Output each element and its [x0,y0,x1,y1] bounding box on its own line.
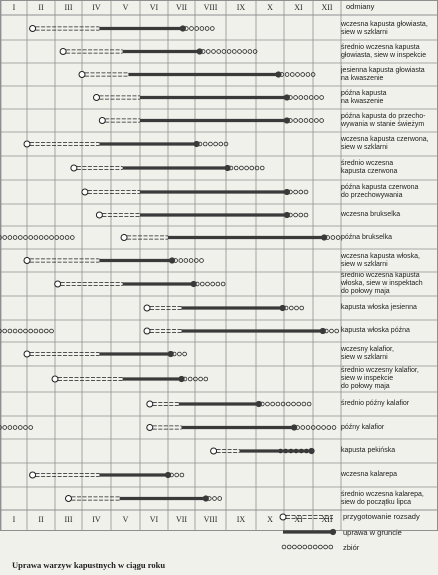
harvest-ring [266,402,270,406]
harvest-ring [336,236,340,240]
prep-start-circle [66,496,72,502]
harvest-ring [234,166,238,170]
variety-label-text: wczesna kapusta czerwona, siew w szklarni [341,136,429,151]
month-header-XI: XI [294,3,303,12]
harvest-ring [8,236,12,240]
harvest-ring [285,73,289,77]
harvest-ring [8,329,12,333]
harvest-ring [299,190,303,194]
harvest-ring [222,50,226,54]
harvest-ring [253,50,257,54]
legend-harvest-ring [324,545,328,549]
variety-label [341,342,438,366]
variety-label [341,180,438,204]
harvest-ring [304,96,308,100]
harvest-ring [294,190,298,194]
field-end-dot [280,305,286,311]
harvest-ring [178,352,182,356]
harvest-ring [212,50,216,54]
field-end-dot [284,94,290,100]
harvest-ring [3,236,7,240]
month-footer-VI: VI [149,515,159,524]
harvest-ring [44,236,48,240]
harvest-ring [203,142,207,146]
field-end-dot [308,448,314,454]
variety-label-text: późna kapusta na kwaszenie [341,89,387,105]
prep-start-circle [79,72,85,78]
variety-label-text: średnio wczesna kapusta głowiasta, siew w inspekcie [341,43,427,59]
legend-harvest-ring [313,545,317,549]
variety-label [341,204,438,226]
field-end-dot [180,25,186,31]
harvest-ring [190,27,194,31]
harvest-ring [238,50,242,54]
harvest-ring [243,50,247,54]
harvest-ring [18,426,22,430]
legend-harvest-ring [298,545,302,549]
harvest-ring [294,213,298,217]
harvest-ring [211,282,215,286]
variety-label-text: kapusta włoska jesienna [341,304,417,311]
month-header-X: X [267,3,273,12]
prep-start-circle [24,141,30,147]
harvest-ring [218,497,222,501]
harvest-ring [200,282,204,286]
month-footer-III: III [64,515,73,524]
harvest-ring [294,119,298,123]
prep-start-circle [94,95,100,101]
prep-start-circle [144,328,150,334]
harvest-ring [335,329,339,333]
varieties-column-title: odmiany [346,2,375,11]
month-footer-XI: XI [294,515,303,524]
harvest-ring [292,402,296,406]
variety-label [341,63,438,86]
field-end-dot [178,376,184,382]
variety-label-text: późna kapusta czerwona do przechowywania [341,184,419,199]
prep-start-circle [147,401,153,407]
harvest-ring [210,27,214,31]
harvest-ring [294,96,298,100]
variety-label [341,320,438,342]
harvest-ring [200,259,204,263]
variety-label-text: wczesny kalafior, siew w szklarni [341,346,394,361]
harvest-ring [70,236,74,240]
prep-start-circle [55,281,61,287]
month-footer-V: V [122,515,129,524]
harvest-ring [317,426,321,430]
variety-label [341,109,438,132]
variety-label [341,132,438,156]
harvest-ring [300,306,304,310]
harvest-ring [50,236,54,240]
harvest-ring [301,73,305,77]
month-footer-IV: IV [92,515,101,524]
harvest-ring [34,236,38,240]
month-footer-VIII: VIII [203,515,218,524]
prep-start-circle [121,235,127,241]
harvest-ring [18,236,22,240]
variety-label [341,296,438,320]
variety-label-text: średnio wczesna kapusta włoska, siew w inspektach do połowy maja [341,272,423,295]
month-header-III: III [64,3,73,12]
variety-label [341,249,438,272]
harvest-ring [304,213,308,217]
prep-start-circle [144,305,150,311]
variety-label [341,366,438,392]
field-end-dot [256,401,262,407]
harvest-ring [18,329,22,333]
month-header-IV: IV [92,3,101,12]
legend-field-label: uprawa w gruncie [343,528,402,537]
variety-label-text: wczesna kapusta włoska, siew w szklarni [341,252,420,268]
harvest-ring [206,50,210,54]
legend-harvest-ring [308,545,312,549]
harvest-ring [299,119,303,123]
legend-harvest-label: zbiór [343,543,360,552]
month-header-IX: IX [236,3,246,12]
month-header-I: I [12,3,16,12]
harvest-ring [183,352,187,356]
harvest-ring [216,282,220,286]
harvest-ring [213,497,217,501]
month-footer-I: I [12,515,16,524]
harvest-ring [221,282,225,286]
harvest-ring [13,329,17,333]
harvest-ring [315,96,319,100]
variety-label-text: wczesna brukselka [341,211,401,218]
harvest-ring [29,236,33,240]
field-end-dot [320,328,326,334]
legend-harvest-ring [287,545,291,549]
harvest-ring [240,166,244,170]
prep-start-circle [147,425,153,431]
month-header-II: II [38,3,44,12]
harvest-ring [199,377,203,381]
harvest-ring [60,236,64,240]
harvest-ring [214,142,218,146]
harvest-ring [332,426,336,430]
harvest-ring [39,236,43,240]
variety-label-text: średnio późny kalafior [341,400,410,407]
harvest-ring [50,329,54,333]
field-end-dot [224,165,230,171]
harvest-ring [175,473,179,477]
harvest-ring [3,426,7,430]
variety-label-text: średnio wczesny kalafior, siew w inspekcie do połowy maja [341,367,419,390]
harvest-ring [299,213,303,217]
harvest-ring [276,402,280,406]
harvest-ring [304,190,308,194]
legend-field-dot [330,529,336,535]
field-end-dot [284,212,290,218]
harvest-ring [13,236,17,240]
variety-label-text: kapusta włoska późna [341,327,410,334]
harvest-ring [302,402,306,406]
month-header-VI: VI [149,3,159,12]
harvest-ring [320,119,324,123]
harvest-ring [8,426,12,430]
harvest-ring [327,426,331,430]
harvest-ring [295,306,299,310]
variety-label [341,272,438,296]
legend-prep-label: przygotowanie rozsady [343,512,420,521]
harvest-ring [39,329,43,333]
month-header-VIII: VIII [203,3,218,12]
variety-label [341,392,438,416]
legend-harvest-ring [329,545,333,549]
legend-harvest-ring [319,545,323,549]
variety-label-text: późny kalafior [341,423,385,431]
harvest-ring [301,426,305,430]
harvest-ring [248,50,252,54]
variety-label [341,487,438,510]
harvest-ring [29,329,33,333]
harvest-ring [306,73,310,77]
harvest-ring [205,27,209,31]
harvest-ring [245,166,249,170]
harvest-ring [200,27,204,31]
month-footer-XII: XII [321,515,333,524]
harvest-ring [189,259,193,263]
harvest-ring [330,329,334,333]
variety-label [341,416,438,439]
harvest-ring [322,426,326,430]
field-end-dot [291,424,297,430]
harvest-ring [296,73,300,77]
prep-start-circle [71,165,77,171]
prep-start-circle [30,472,36,478]
field-end-dot [193,141,199,147]
harvest-ring [227,50,231,54]
harvest-ring [219,142,223,146]
field-end-dot [284,117,290,123]
prep-start-circle [30,26,36,32]
harvest-ring [13,426,17,430]
prep-start-circle [82,189,88,195]
month-header-XII: XII [321,3,333,12]
variety-label [341,463,438,487]
harvest-ring [34,329,38,333]
variety-label-text: średnio wczesna kalarepa, siew do początku lipca [341,490,424,506]
harvest-ring [331,236,335,240]
harvest-ring [307,402,311,406]
harvest-ring [184,259,188,263]
harvest-ring [204,377,208,381]
harvest-ring [217,50,221,54]
harvest-ring [232,50,236,54]
harvest-ring [65,236,69,240]
variety-label [341,17,438,40]
field-end-dot [191,281,197,287]
field-end-dot [169,257,175,263]
harvest-ring [320,96,324,100]
harvest-ring [29,426,33,430]
field-end-dot [284,189,290,195]
variety-label-text: kapusta pekińska [341,447,396,454]
field-end-dot [168,351,174,357]
prep-start-circle [52,376,58,382]
prep-start-circle [24,258,30,264]
variety-label [341,86,438,109]
harvest-ring [281,402,285,406]
month-footer-VII: VII [175,515,188,524]
month-header-V: V [122,3,129,12]
field-end-dot [275,71,281,77]
harvest-ring [271,402,275,406]
harvest-ring [250,166,254,170]
variety-label [341,156,438,180]
variety-label-text: wczesna kapusta głowiasta, siew w szklarni [341,20,428,36]
prep-start-circle [24,351,30,357]
variety-label-text: późna kapusta do przecho- wywania w stanie świeżym [341,112,426,128]
diagram-caption: Uprawa warzyw kapustnych w ciągu roku [12,560,166,570]
month-footer-IX: IX [236,515,246,524]
harvest-ring [44,329,48,333]
variety-label [341,40,438,63]
harvest-ring [299,96,303,100]
harvest-ring [309,96,313,100]
field-end-dot [321,234,327,240]
harvest-ring [297,402,301,406]
harvest-ring [289,306,293,310]
legend-harvest-ring [293,545,297,549]
variety-label [341,439,438,463]
variety-label-text: późna brukselka [341,233,392,241]
variety-label-text: wczesna kalarepa [341,471,398,478]
harvest-ring [260,166,264,170]
month-footer-X: X [267,515,273,524]
field-end-dot [165,472,171,478]
harvest-ring [209,142,213,146]
prep-start-circle [96,212,102,218]
month-header-VII: VII [175,3,188,12]
field-end-dot [197,48,203,54]
field-end-dot [203,495,209,501]
harvest-ring [206,282,210,286]
legend-harvest-ring [303,545,307,549]
month-footer-II: II [38,515,44,524]
prep-start-circle [211,448,217,454]
harvest-ring [286,402,290,406]
legend-harvest-ring [282,545,286,549]
harvest-ring [3,329,7,333]
harvest-ring [188,377,192,381]
harvest-ring [304,119,308,123]
variety-label-text: jesienna kapusta głowiasta na kwaszenie [341,66,425,82]
harvest-ring [315,119,319,123]
harvest-ring [179,259,183,263]
harvest-ring [309,119,313,123]
prep-start-circle [60,49,66,55]
variety-label [341,226,438,249]
harvest-ring [306,426,310,430]
prep-start-circle [99,118,105,124]
variety-label-text: średnio wczesna kapusta czerwona [341,160,398,175]
harvest-ring [290,73,294,77]
harvest-ring [180,473,184,477]
